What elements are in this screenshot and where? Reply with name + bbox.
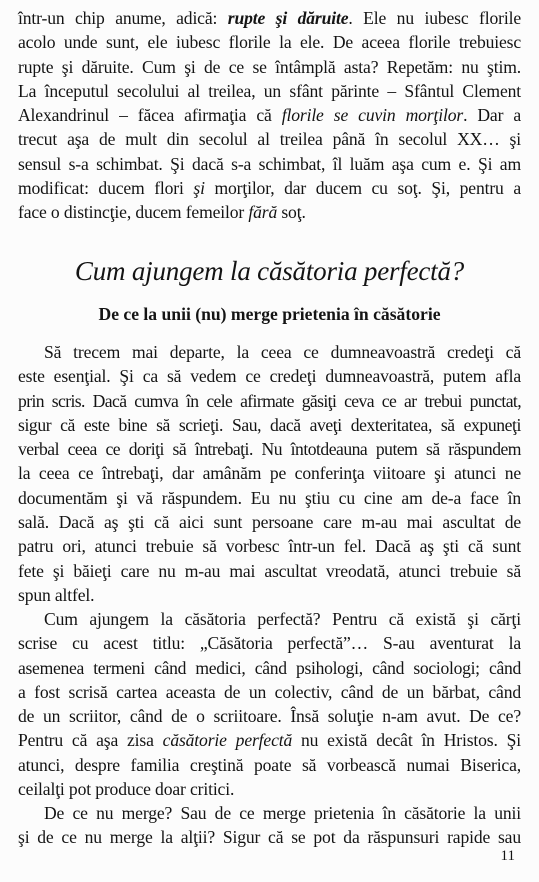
emphasis-text: căsătorie perfectă (162, 730, 293, 751)
chapter-title: Cum ajungem la căsătoria perfectă? (74, 256, 465, 286)
text-line: face o distincţie, ducem femeilor fără soţ. (18, 202, 306, 223)
text-line: verbal ceea ce doriţi să întrebaţi. Nu întotdeauna putem să răspundem (18, 439, 521, 460)
text-line: scrise cu acest titlu: „Căsătoria perfectă”… S-au aventurat la (18, 633, 521, 654)
text-line: Cum ajungem la căsătoria perfectă? Pentru că există şi cărţi (44, 609, 521, 629)
text-line: trecut aşa de mult din secolul al treilea până în secolul XX… şi (18, 129, 521, 150)
text-line: este esenţial. Şi ca să vedem ce credeţi dumneavoastră, putem afla (18, 366, 521, 387)
text-line: într-un chip anume, adică: rupte şi dăruite. Ele nu iubesc florile (18, 8, 521, 28)
text-line: Pentru că aşa zisa căsătorie perfectă nu există decât în Hristos. Şi (18, 730, 521, 751)
text-line: patru ori, atunci trebuie să vorbesc într-un fel. Dacă aş şti că sunt (18, 536, 521, 557)
text-line: rupte şi dăruite. Cum şi de ce se întâmplă asta? Repetăm: nu ştim. (18, 56, 521, 77)
page-number: 11 (500, 848, 515, 864)
paragraph-4 (18, 801, 521, 850)
emphasis-text: florile se cuvin morţilor (281, 105, 464, 126)
text-line: a fost scrisă cartea aceasta de un colectiv, când de un bărbat, când (18, 681, 521, 702)
paragraph-1 (18, 6, 521, 225)
text-line: şi de ce nu merge la alţii? Sigur că se pot da răspunsuri rapide sau (18, 827, 521, 848)
text-line: sigur că este bine să scrieţi. Sau, dacă aveţi dexteritatea, să expuneţi (18, 414, 521, 435)
text-line: asemenea termeni când medici, când psihologi, când sociologi; când (18, 657, 521, 678)
text-line: De ce nu merge? Sau de ce merge prietenia în căsătorie la unii (44, 803, 521, 823)
emphasis-text: fără (248, 202, 278, 223)
paragraph-3 (18, 607, 521, 801)
text-line: la ceea ce întrebaţi, dar amânăm pe conferinţa viitoare şi atunci ne (18, 463, 521, 484)
text-line: fete şi băieţi care nu m-au mai ascultat vreodată, atunci trebuie să (18, 560, 521, 581)
text-line: spun altfel. (18, 584, 95, 605)
text-line: sensul s-a schimbat. Şi dacă s-a schimbat, îl luăm aşa cum e. Şi am (18, 153, 521, 174)
text-line: La începutul secolului al treilea, un sfânt părinte – Sfântul Clement (18, 80, 521, 101)
text-line: atunci, despre familia creştină poate să vorbească numai Biserica, (18, 754, 521, 775)
text-line: acolo unde sunt, ele iubesc florile la ele. De aceea florile trebuiesc (18, 32, 521, 53)
text-line: Să trecem mai departe, la ceea ce dumneavoastră credeţi că (44, 342, 521, 362)
paragraph-2 (18, 340, 521, 607)
emphasis-text: şi (193, 178, 205, 199)
section-heading: De ce la unii (nu) merge prietenia în căsătorie (98, 304, 441, 324)
text-line: prin scris. Dacă cumva în cele afirmate găsiţi ceva ce ar trebui punctat, (18, 390, 521, 411)
text-line: ceilalţi pot produce doar critici. (18, 779, 235, 800)
emphasis-text: rupte şi dăruite (227, 8, 349, 28)
text-line: sală. Dacă aş şti că aici sunt persoane care m-au mai ascultat de (18, 512, 521, 533)
text-line: de un scriitor, când de o scriitoare. Însă soluţie n-am avut. De ce? (18, 706, 521, 727)
text-line: documentăm şi vă răspundem. Eu nu ştiu cu cine am de-a face în (18, 487, 521, 508)
text-line: modificat: ducem flori şi morţilor, dar ducem cu soţ. Şi, pentru a (18, 178, 521, 199)
text-line: Alexandrinul – făcea afirmaţia că florile se cuvin morţilor. Dar a (18, 105, 522, 126)
